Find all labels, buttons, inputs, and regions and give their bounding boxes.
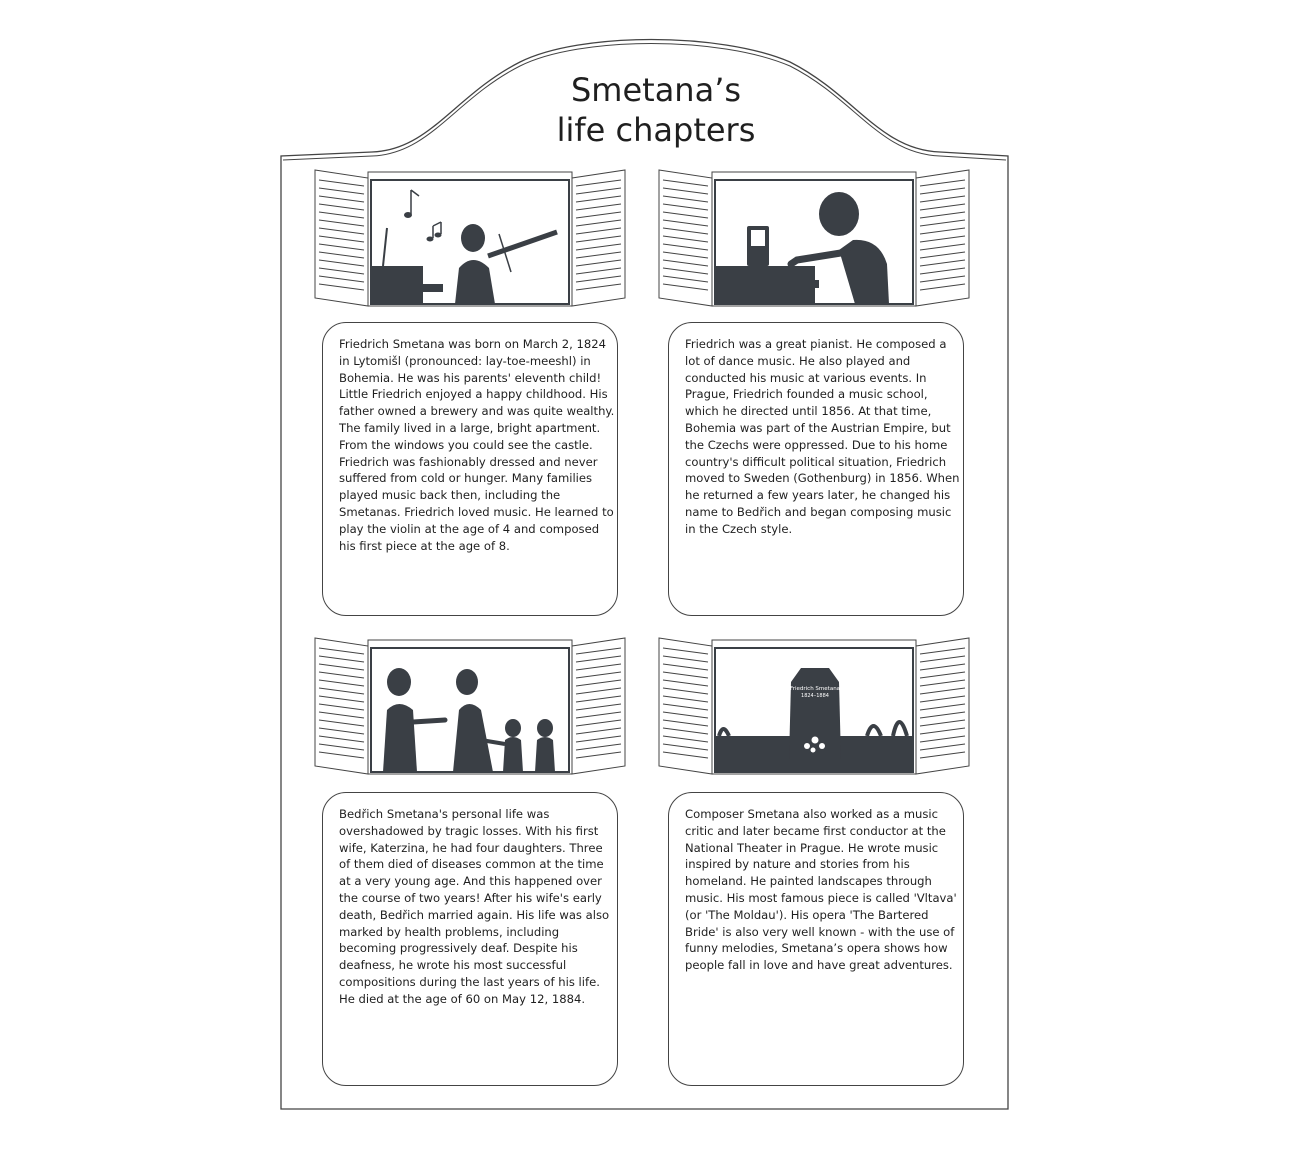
gravestone-inscription-name: Friedrich Smetana	[789, 686, 841, 692]
chapter-4-text-box	[668, 792, 964, 1086]
right-shutter	[916, 170, 969, 306]
page-title	[456, 70, 856, 150]
right-shutter	[572, 170, 625, 306]
right-shutter	[916, 638, 969, 774]
chapter-2-text: Friedrich was a great pianist. He composed a lot of dance music. He also played and conducted his music at various events. In Prague, Friedrich founded a music school, which he directed until 1856. At that time, Bohemia was part of the Austrian Empire, but the Czechs were oppressed. Due to his home country's difficult political situation, Friedrich moved to Sweden (Gothenburg) in 1856. When he returned a few years later, he changed his name to Bedřich and began composing music in the Czech style.	[685, 337, 960, 536]
left-shutter	[315, 170, 368, 306]
window-chapter-3	[313, 636, 627, 782]
chapter-1-text-box	[322, 322, 618, 616]
window-chapter-2	[657, 168, 971, 314]
chapter-4-text: Composer Smetana also worked as a music critic and later became first conductor at the National Theater in Prague. He wrote music inspired by nature and stories from his homeland. He painted landscapes through music. His most famous piece is called 'Vltava' (or 'The Moldau'). His opera 'The Bartered Bride' is also very well known - with the use of funny melodies, Smetana’s opera shows how people fall in love and have great adventures.	[685, 807, 957, 973]
chapter-3-text: Bedřich Smetana's personal life was overshadowed by tragic losses. With his first wife, Katerzina, he had four daughters. Three of them died of diseases common at the time at a very young age. And this happened over the course of two years! After his wife's early death, Bedřich married again. His life was also marked by health problems, including becoming progressively deaf. Despite his deafness, he wrote his most successful compositions during the last years of his life. He died at the age of 60 on May 12, 1884.	[339, 807, 610, 1006]
window-chapter-4	[657, 636, 971, 782]
left-shutter	[659, 638, 712, 774]
chapter-1-text: Friedrich Smetana was born on March 2, 1824 in Lytomišl (pronounced: lay-toe-meeshl) in Bohemia. He was his parents' eleventh child! Little Friedrich enjoyed a happy childhood. His father owned a brewery and was quite wealthy. The family lived in a large, bright apartment. From the windows you could see the castle. Friedrich was fashionably dressed and never suffered from cold or hunger. Many families played music back then, including the Smetanas. Friedrich loved music. He learned to play the violin at the age of 4 and composed his first piece at the age of 8.	[339, 337, 615, 553]
right-shutter	[572, 638, 625, 774]
chapter-2-text-box	[668, 322, 964, 616]
gravestone-inscription-years: 1824–1884	[801, 693, 829, 699]
left-shutter	[659, 170, 712, 306]
title-line-2: life chapters	[556, 111, 756, 149]
left-shutter	[315, 638, 368, 774]
window-chapter-1	[313, 168, 627, 314]
chapter-3-text-box	[322, 792, 618, 1086]
title-line-1: Smetana’s	[570, 71, 742, 109]
